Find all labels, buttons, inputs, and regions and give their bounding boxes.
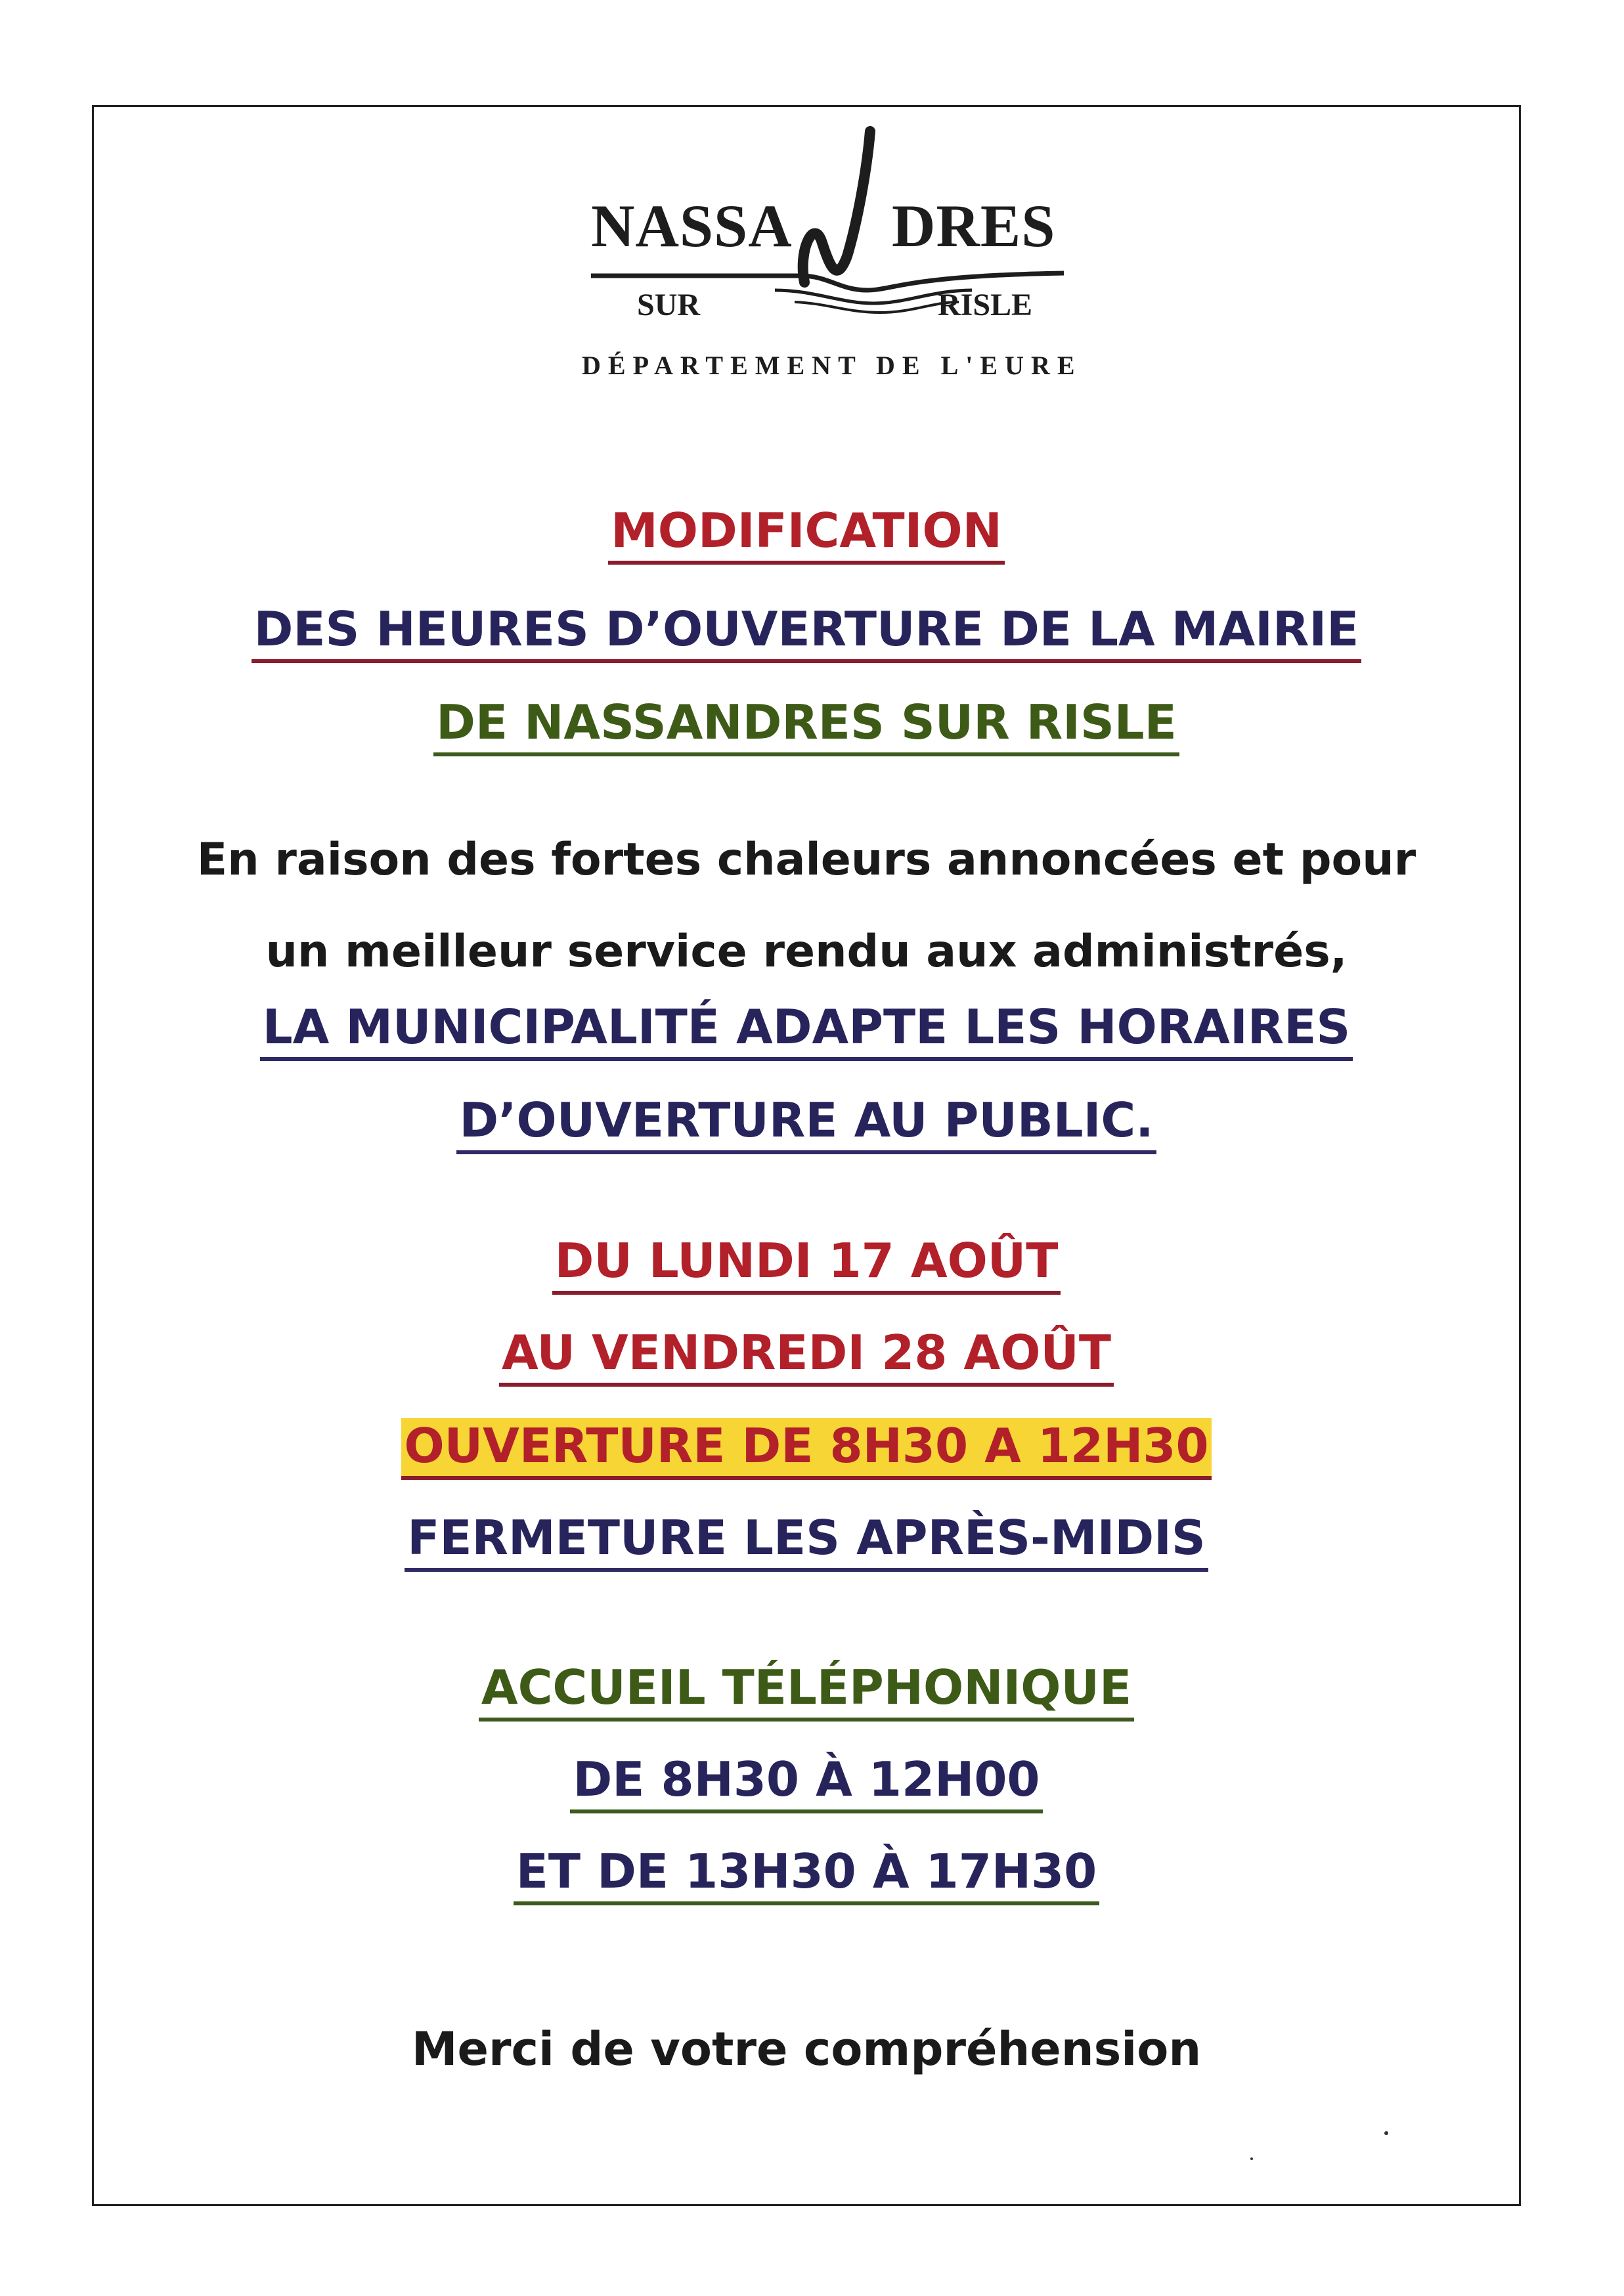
logo-emblem	[578, 118, 1082, 394]
schedule-to: AU VENDREDI 28 AOÛT	[92, 1329, 1521, 1387]
logo-left-word: NASSA	[591, 192, 793, 259]
phone-title: ACCUEIL TÉLÉPHONIQUE	[92, 1664, 1521, 1722]
intro-line-4: D’OUVERTURE AU PUBLIC.	[92, 1096, 1521, 1154]
scan-speck	[1384, 2131, 1388, 2135]
logo-sub-right: RISLE	[938, 288, 1033, 322]
schedule-closing: FERMETURE LES APRÈS-MIDIS	[92, 1514, 1521, 1572]
scan-speck	[1250, 2157, 1253, 2160]
intro-line-3: LA MUNICIPALITÉ ADAPTE LES HORAIRES	[92, 1003, 1521, 1061]
phone-slot-morning: DE 8H30 À 12H00	[92, 1756, 1521, 1813]
municipality-logo	[578, 118, 1082, 394]
schedule-from: DU LUNDI 17 AOÛT	[92, 1237, 1521, 1295]
title-modification: MODIFICATION	[92, 507, 1521, 565]
phone-slot-afternoon: ET DE 13H30 À 17H30	[92, 1848, 1521, 1905]
logo-department: DÉPARTEMENT DE L'EURE	[582, 351, 1082, 380]
closing-note: Merci de votre compréhension	[411, 2022, 1202, 2076]
logo-sub-left: SUR	[637, 288, 701, 322]
title-town-name: DE NASSANDRES SUR RISLE	[92, 699, 1521, 756]
logo-n-stroke-icon	[803, 131, 870, 282]
logo-right-word: DRES	[892, 192, 1056, 259]
intro-line-1: En raison des fortes chaleurs annoncées et pour	[196, 834, 1416, 886]
intro-line-2: un meilleur service rendu aux administrés,	[265, 926, 1348, 978]
schedule-opening-hours: OUVERTURE DE 8H30 A 12H30	[92, 1418, 1521, 1480]
title-opening-hours: DES HEURES D’OUVERTURE DE LA MAIRIE	[92, 605, 1521, 663]
